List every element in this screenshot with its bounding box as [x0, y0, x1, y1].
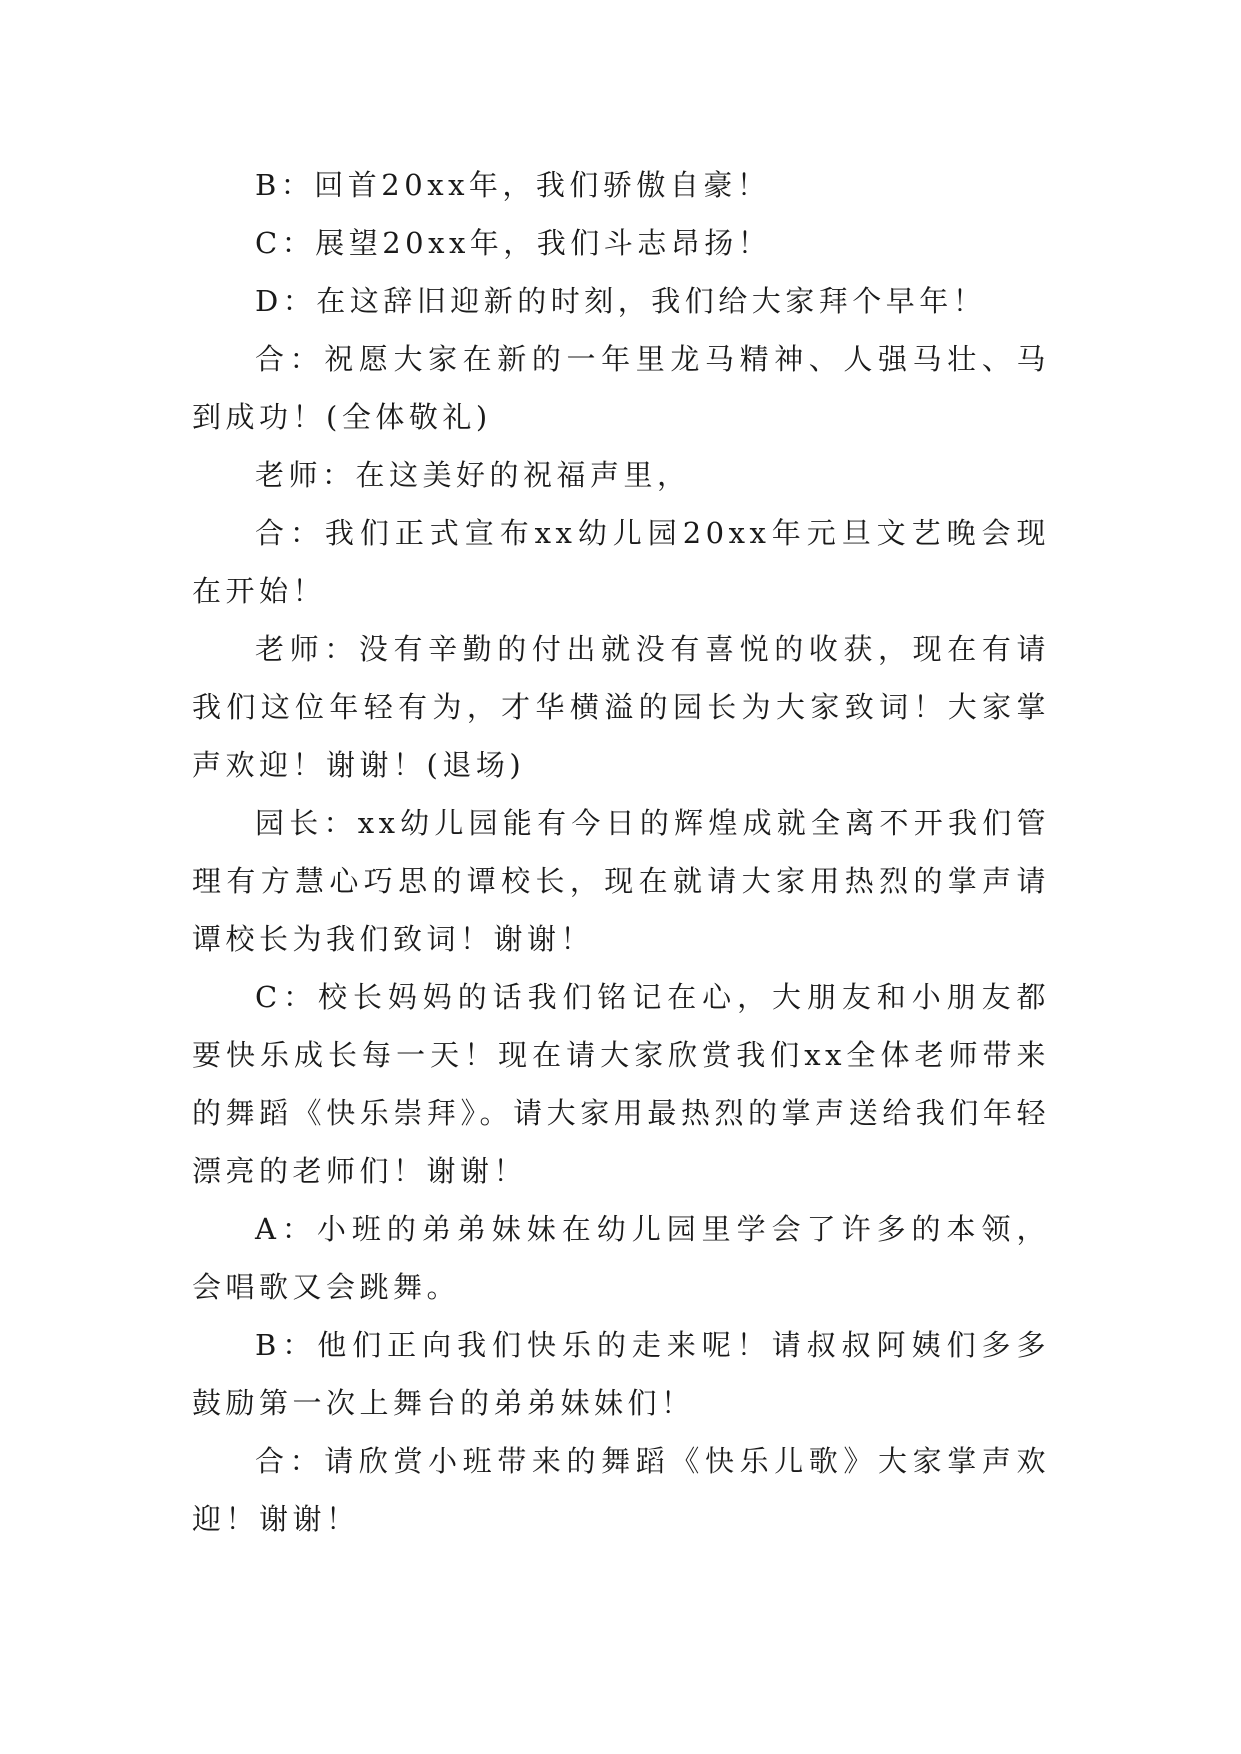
paragraph-c-look-ahead: C：展望20xx年，我们斗志昂扬！ — [255, 226, 772, 260]
paragraph-b-encourage: B：他们正向我们快乐的走来呢！请叔叔阿姨们多多鼓励第一次上舞台的弟弟妹妹们！ — [192, 1328, 1050, 1420]
paragraph-all-wishes: 合：祝愿大家在新的一年里龙马精神、人强马壮、马到成功！(全体敬礼) — [192, 342, 1050, 434]
paragraph-a-small-class: A：小班的弟弟妹妹在幼儿园里学会了许多的本领，会唱歌又会跳舞。 — [192, 1212, 1050, 1304]
paragraph-all-announce-start: 合：我们正式宣布xx幼儿园20xx年元旦文艺晚会现在开始！ — [192, 516, 1050, 608]
paragraph-d-new-year-greeting: D：在这辞旧迎新的时刻，我们给大家拜个早年！ — [255, 284, 987, 318]
document-body — [192, 156, 1050, 1548]
paragraph-all-small-class-dance: 合：请欣赏小班带来的舞蹈《快乐儿歌》大家掌声欢迎！谢谢！ — [192, 1444, 1050, 1536]
paragraph-c-teacher-dance: C：校长妈妈的话我们铭记在心，大朋友和小朋友都要快乐成长每一天！现在请大家欣赏我们xx全体老师带来的舞蹈《快乐崇拜》。请大家用最热烈的掌声送给我们年轻漂亮的老师们！谢谢！ — [192, 980, 1050, 1188]
paragraph-b-look-back: B：回首20xx年，我们骄傲自豪！ — [255, 168, 771, 202]
paragraph-teacher-blessing: 老师：在这美好的祝福声里， — [255, 458, 691, 492]
paragraph-teacher-invite-director: 老师：没有辛勤的付出就没有喜悦的收获，现在有请我们这位年轻有为，才华横溢的园长为大家致词！大家掌声欢迎！谢谢！(退场) — [192, 632, 1050, 782]
paragraph-director-speech: 园长：xx幼儿园能有今日的辉煌成就全离不开我们管理有方慧心巧思的谭校长，现在就请大家用热烈的掌声请谭校长为我们致词！谢谢！ — [192, 806, 1050, 956]
